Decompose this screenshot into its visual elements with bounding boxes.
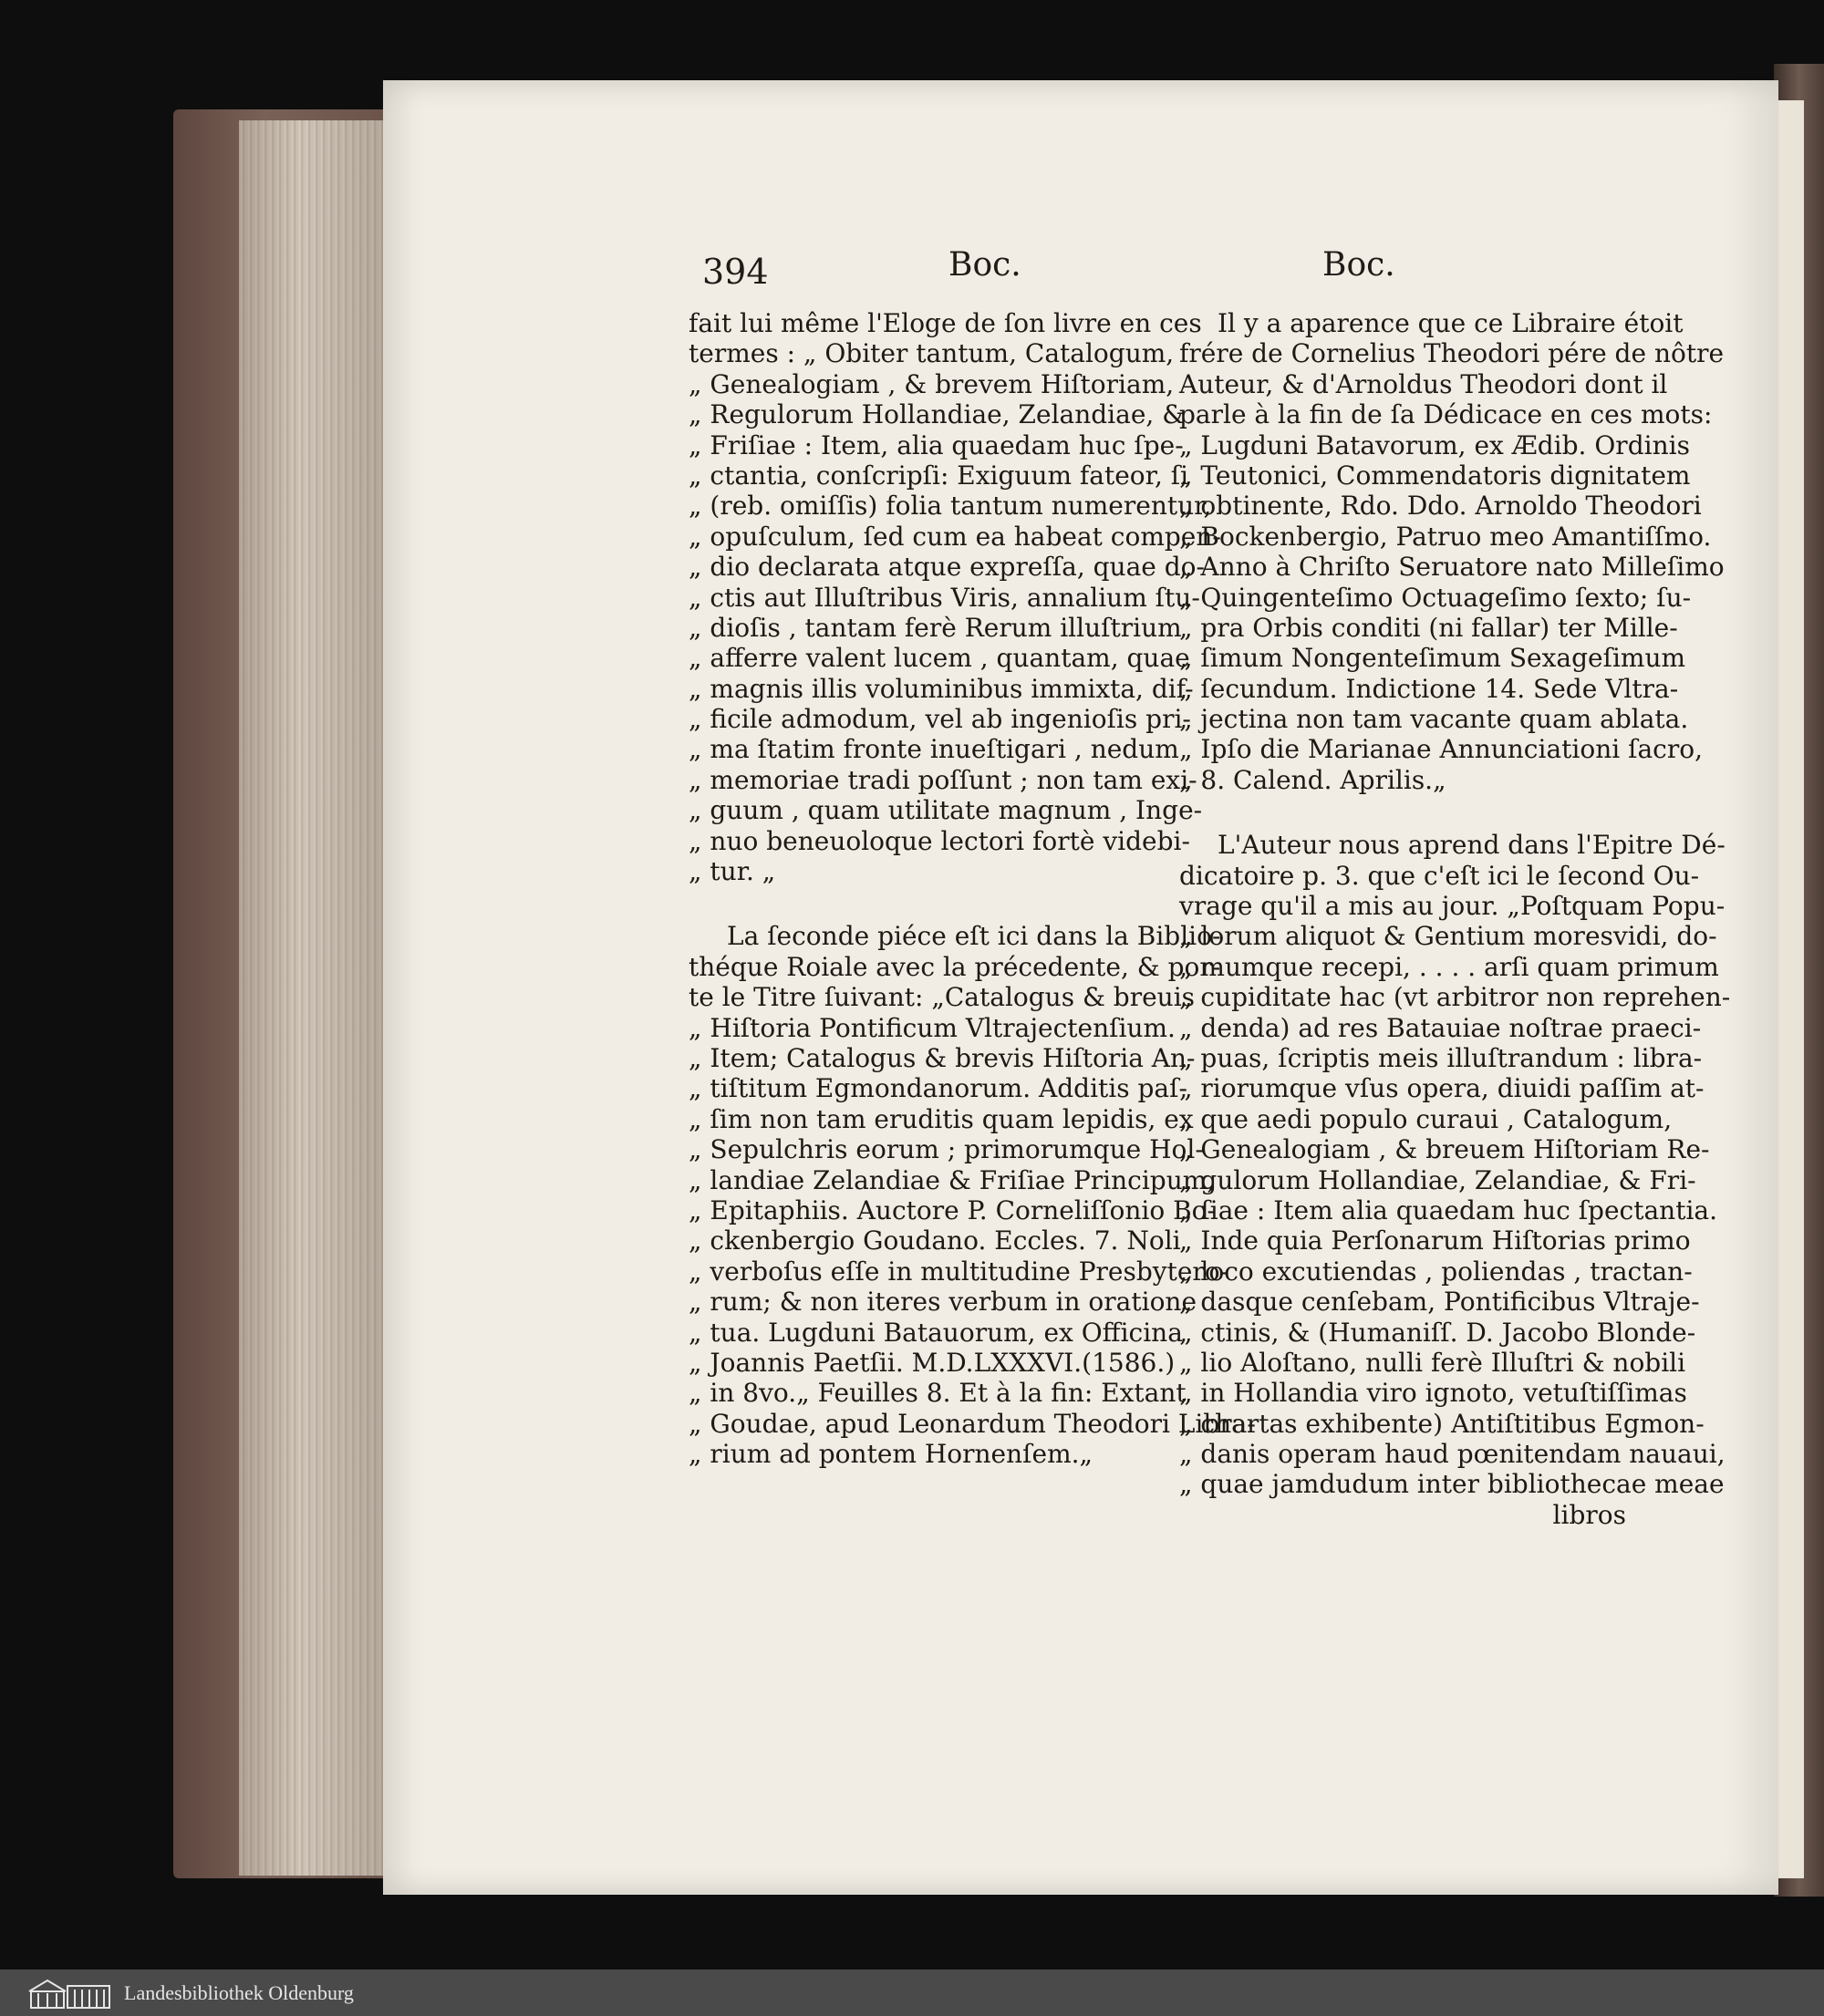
text-line: „ tiſtitum Egmondanorum. Additis paſ- [689, 1073, 1187, 1104]
text-line: „ Bockenbergio, Patruo meo Amantiſſmo. [1179, 521, 1712, 552]
text-line: „ ma ſtatim fronte inueſtigari , nedum [689, 734, 1179, 765]
text-line: „ 8. Calend. Aprilis.„ [1179, 764, 1446, 795]
text-line: „ tua. Lugduni Batauorum, ex Officina [689, 1317, 1183, 1348]
text-line: „ gulorum Hollandiae, Zelandiae, & Fri- [1179, 1164, 1696, 1195]
text-line: „ Anno à Chriſto Seruatore nato Milleſimo [1179, 552, 1725, 583]
text-line: frére de Cornelius Theodori pére de nôtre [1179, 338, 1725, 369]
text-line: „ Ipſo die Marianae Annunciationi ſacro, [1179, 734, 1703, 765]
running-head-left: Boc. [948, 246, 1021, 284]
text-line: „ in 8vo.„ Feuilles 8. Et à la fin: Extant [689, 1378, 1187, 1409]
text-line: „ Genealogiam , & breuem Hiſtoriam Re- [1179, 1134, 1710, 1165]
text-line: „ Quingenteſimo Octuageſimo ſexto; ſu- [1179, 582, 1692, 613]
text-line: „ ficile admodum, vel ab ingenioſis pri- [689, 704, 1191, 735]
text-line: dicatoire p. 3. que c'eſt ici le ſecond Ou- [1179, 860, 1700, 891]
text-line: „ dasque cenſebam, Pontificibus Vltraje- [1179, 1287, 1700, 1318]
text-line: parle à la fin de ſa Dédicace en ces mots: [1179, 399, 1713, 430]
text-line: „ que aedi populo curaui , Catalogum, [1179, 1103, 1673, 1134]
text-line: „ memoriae tradi poſſunt ; non tam exi- [689, 764, 1197, 795]
text-line: „ ſecundum. Indictione 14. Sede Vltra- [1179, 673, 1679, 704]
text-line: „ Epitaphiis. Auctore P. Corneliſſonio Bo- [689, 1194, 1216, 1225]
text-line: „ ctantia, conſcripſi: Exiguum fateor, ſi [689, 460, 1189, 491]
right-column [1179, 308, 1731, 1530]
text-line: „ nuo beneuoloque lectori fortè videbi- [689, 825, 1190, 856]
text-line: „ verboſus eſſe in multitudine Presbytero- [689, 1256, 1229, 1287]
page-edges [239, 120, 394, 1876]
text-line: „ afferre valent lucem , quantam, quae [689, 643, 1190, 674]
text-line: „ chartas exhibente) Antiſtitibus Egmon- [1179, 1408, 1705, 1439]
text-line: „ pra Orbis conditi (ni fallar) ter Mille- [1179, 612, 1678, 643]
text-line: „ tur. „ [689, 856, 776, 887]
text-line: „ riorumque vſus opera, diuidi paſſim at- [1179, 1073, 1705, 1104]
text-line: „ cupiditate hac (vt arbitror non reprehen- [1179, 982, 1731, 1013]
text-line: „ denda) ad res Batauiae noſtrae praeci- [1179, 1012, 1702, 1043]
text-line: „ rium ad pontem Hornenſem.„ [689, 1439, 1093, 1470]
text-line: „ quae jamdudum inter bibliothecae meae [1179, 1469, 1725, 1500]
text-line: termes : „ Obiter tantum, Catalogum, [689, 338, 1175, 369]
text-line: „ Hiſtoria Pontificum Vltrajectenſium. [689, 1012, 1176, 1043]
text-line: „ jectina non tam vacante quam ablata. [1179, 704, 1689, 735]
text-line: „ (reb. omiſſis) folia tantum numerentur, [689, 491, 1212, 522]
page-header [702, 246, 1623, 301]
text-line: „ mumque recepi, . . . . arſi quam primum [1179, 951, 1719, 982]
text-line: Auteur, & d'Arnoldus Theodori dont il [1179, 368, 1668, 399]
text-line: „ obtinente, Rdo. Ddo. Arnoldo Theodori [1179, 491, 1702, 522]
page-number: 394 [702, 252, 769, 292]
text-line: vrage qu'il a mis au jour. „Poſtquam Popu- [1179, 891, 1726, 922]
text-line: „ dioſis , tantam ferè Rerum illuſtrium [689, 612, 1182, 643]
text-line: „ Friſiae : Item, alia quaedam huc ſpe- [689, 429, 1184, 460]
text-line: „ ctinis, & (Humaniſſ. D. Jacobo Blonde- [1179, 1317, 1696, 1348]
text-line: L'Auteur nous aprend dans l'Epitre Dé- [1218, 830, 1726, 861]
text-line: „ landiae Zelandiae & Friſiae Principum, [689, 1164, 1216, 1195]
text-line: „ loco excutiendas , poliendas , tractan- [1179, 1256, 1693, 1287]
text-line: „ dio declarata atque expreſſa, quae do- [689, 552, 1205, 583]
text-line: te le Titre ſuivant: „Catalogus & breuis [689, 982, 1196, 1013]
facing-page-edge [1777, 100, 1804, 1878]
text-line: „ rum; & non iteres verbum in oratione [689, 1287, 1197, 1318]
library-building-icon [26, 1977, 113, 2010]
text-line: „ lorum aliquot & Gentium moresvidi, do- [1179, 921, 1717, 952]
text-line: „ ſiae : Item alia quaedam huc ſpectantia. [1179, 1194, 1718, 1225]
text-line: „ puas, ſcriptis meis illuſtrandum : libra- [1179, 1042, 1703, 1073]
text-line: „ Genealogiam , & brevem Hiſtoriam, [689, 368, 1175, 399]
text-line: „ guum , quam utilitate magnum , Inge- [689, 795, 1203, 826]
text-line: „ Lugduni Batavorum, ex Ædib. Ordinis [1179, 429, 1690, 460]
text-line: „ Sepulchris eorum ; primorumque Hol- [689, 1134, 1204, 1165]
text-line: théque Roiale avec la précedente, & por- [689, 951, 1221, 982]
text-line: „ lio Aloſtano, nulli ferè Illuſtri & nobili [1179, 1347, 1686, 1378]
left-column [689, 308, 1256, 1470]
text-line: „ danis operam haud pœnitendam nauaui, [1179, 1439, 1726, 1470]
text-line: „ in Hollandia viro ignoto, vetuſtiſſimas [1179, 1378, 1687, 1409]
text-line: „ ckenbergio Goudano. Eccles. 7. Noli [689, 1225, 1181, 1256]
text-line: La ſeconde piéce eſt ici dans la Biblio- [727, 921, 1221, 952]
text-line: „ opuſculum, ſed cum ea habeat compen- [689, 521, 1221, 552]
running-head-right: Boc. [1322, 246, 1395, 284]
text-line: „ Item; Catalogus & brevis Hiſtoria An- [689, 1042, 1196, 1073]
text-line: „ ſim non tam eruditis quam lepidis, ex [689, 1103, 1194, 1134]
text-line: „ Teutonici, Commendatoris dignitatem [1179, 460, 1691, 491]
text-line: „ Inde quia Perſonarum Hiſtorias primo [1179, 1225, 1691, 1256]
text-line: Il y a aparence que ce Libraire étoit [1218, 308, 1684, 338]
text-line: „ ſimum Nongenteſimum Sexageſimum [1179, 643, 1686, 674]
text-line: „ Joannis Paetſii. M.D.LXXXVI.(1586.) [689, 1347, 1176, 1378]
catchword: libros [1552, 1499, 1626, 1530]
text-line: „ Regulorum Hollandiae, Zelandiae, & [689, 399, 1186, 430]
footer-bar [0, 1969, 1824, 2016]
institution-name: Landesbibliothek Oldenburg [124, 1981, 354, 2004]
text-line: „ magnis illis voluminibus immixta, dif- [689, 673, 1194, 704]
text-line: „ ctis aut Illuſtribus Viris, annalium ſtu- [689, 582, 1200, 613]
text-line: „ Goudae, apud Leonardum Theodori Libra- [689, 1408, 1256, 1439]
text-line: fait lui même l'Eloge de ſon livre en ces [689, 308, 1202, 338]
